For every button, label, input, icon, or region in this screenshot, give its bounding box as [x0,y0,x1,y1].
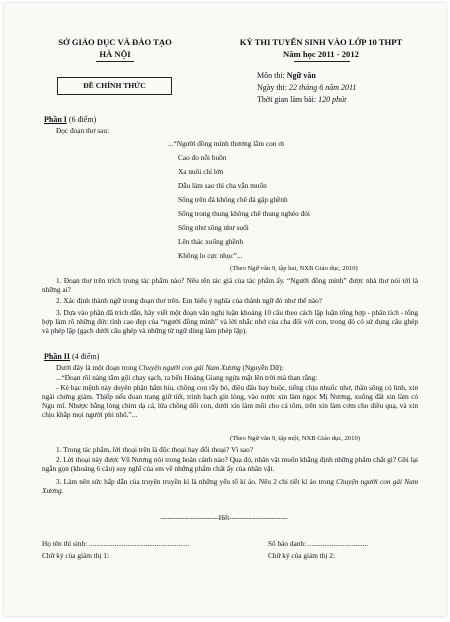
part1-source: (Theo Ngữ văn 9, tập hai, NXB Giáo dục, 2010) [230,265,358,272]
part1-heading [44,115,96,125]
time-value: 120 phút [318,95,347,104]
date-value: 22 tháng 6 năm 2011 [289,83,357,92]
part2-points: (4 điểm) [70,352,100,361]
verse-line-8: Lên thác xuống ghềnh [178,237,244,246]
part2-intro-pre: Dưới đây là một đoạn trong [56,363,139,372]
part1-intro: Đọc đoạn thơ sau: [56,126,110,135]
part2-question-3-post: . [61,486,64,496]
exam-page [4,3,446,616]
date-label: Ngày thi: [257,83,289,92]
time-label: Thời gian làm bài: [257,95,319,104]
part2-question-1: 1. Trong tác phẩm, lời thoại trên là độc thoại hay đối thoại? Vì sao? [56,445,254,454]
verse-line-9: Không lo cực nhọc”... [178,251,243,260]
verse-line-7: Sống như sông như suối [178,223,249,232]
part1-points: (6 điểm) [66,115,97,124]
school-year: Năm học 2011 - 2012 [283,49,359,59]
exam-title: KỲ THI TUYỂN SINH VÀO LỚP 10 THPT [239,37,403,47]
end-marker: ------------------------Hết------------------------ [160,513,288,522]
subject-value: Ngữ văn [286,71,316,80]
verse-line-3: Xa nuôi chí lớn [178,167,224,176]
subject-label: Môn thi: [257,71,287,80]
header-right-underline [294,61,350,62]
part2-question-3-work: Chuyện người con gái Nam Xương [42,477,418,496]
verse-line-1: ...“Người đồng mình thương lắm con ơi [168,139,285,148]
part2-intro [56,363,284,372]
city-name: HÀ NỘI [99,49,131,59]
header-left-underline [96,61,134,62]
part1-question-3: 3. Dựa vào phần đã trích dẫn, hãy viết một đoạn văn nghị luận khoảng 10 câu theo cách lập luận tổng hợp - phân tích - tổng hợp làm rõ những đức tính cao đẹp của “người đồng mình” và lời nhắc nhở của cha đối với con, trong đó có sử dụng câu ghép và phép lặp (gạch dưới câu ghép và những từ ngữ dùng làm phép lặp). [42,308,418,336]
part2-quote-2: - Kẻ bạc mệnh này duyên phận hẩm hiu, chồng con rẫy bỏ, điều đâu bay buộc, tiếng chịu nhuốc nhơ, thần sông có linh, xin ngài chứng giám. Thiếp nếu đoan trang giữ tiết, trinh bạch gìn lòng, vào nước xin làm ngọc Mị Nương, xuống đất xin làm cỏ Ngu mĩ. Nhược bằng lòng chim dạ cá, lừa chồng dối con, dưới xin làm mồi cho cá tôm, trên xin làm cơm cho diều quạ, và xin chịu khắp mọi người phỉ nhổ.”... [42,383,418,420]
part2-source: (Theo Ngữ văn 9, tập một, NXB Giáo dục, 2010) [230,435,360,442]
supervisor-2-signature: Chữ ký của giám thị 2: [268,551,335,560]
part2-intro-post: (Nguyễn Dữ): [240,363,284,372]
verse-line-4: Dẫu làm sao thì cha vẫn muốn [178,181,267,190]
supervisor-1-signature: Chữ ký của giám thị 1: [42,551,109,560]
part1-question-1: 1. Đoạn thơ trên trích trong tác phẩm nào? Nêu tên tác giả của tác phẩm ấy. “Người đồng mình” được nhà thơ nói tới là những ai? [42,276,418,295]
part1-question-2: 2. Xác định thành ngữ trong đoạn thơ trên. Em hiểu ý nghĩa của thành ngữ đó như thế nào? [56,296,322,305]
part2-quote-1: ...“Đoạn rồi nàng tắm gội chay sạch, ra bến Hoàng Giang ngửa mặt lên trời mà than rằng: [56,373,318,382]
part1-title: Phần I [44,115,67,124]
part2-intro-work: Chuyện người con gái Nam Xương [138,363,241,372]
subject-line [257,71,316,81]
part2-question-3 [42,477,418,495]
time-line [257,95,346,105]
verse-line-2: Cao đo nỗi buồn [178,153,227,162]
department-name: SỞ GIÁO DỤC VÀ ĐÀO TẠO [58,37,172,47]
verse-line-5: Sống trên đá không chê đá gập ghềnh [178,195,288,204]
part2-heading [44,352,99,362]
verse-line-6: Sống trong thung không chê thung nghèo đói [178,209,310,218]
date-line [257,83,356,93]
candidate-id-field: Số báo danh: ................................. [268,539,369,548]
official-exam-box: ĐỀ CHÍNH THỨC [57,77,172,95]
part2-question-3-pre: 3. Làm nên sức hấp dẫn của truyện truyền kì là những yếu tố kì ảo. Nêu 2 chi tiết kì ảo trong [56,477,337,486]
candidate-name-field: Họ tên thí sinh: ....................................................... [42,539,190,548]
part2-title: Phần II [44,352,71,361]
part2-question-2: 2. Lời thoại này được Vũ Nương nói trong hoàn cảnh nào? Qua đó, nhân vật muốn khẳng định những phẩm chất gì? Ghi lại ngắn gọn (khoảng 6 câu) suy nghĩ của em về những phẩm chất ấy của nhân vật. [42,455,418,474]
